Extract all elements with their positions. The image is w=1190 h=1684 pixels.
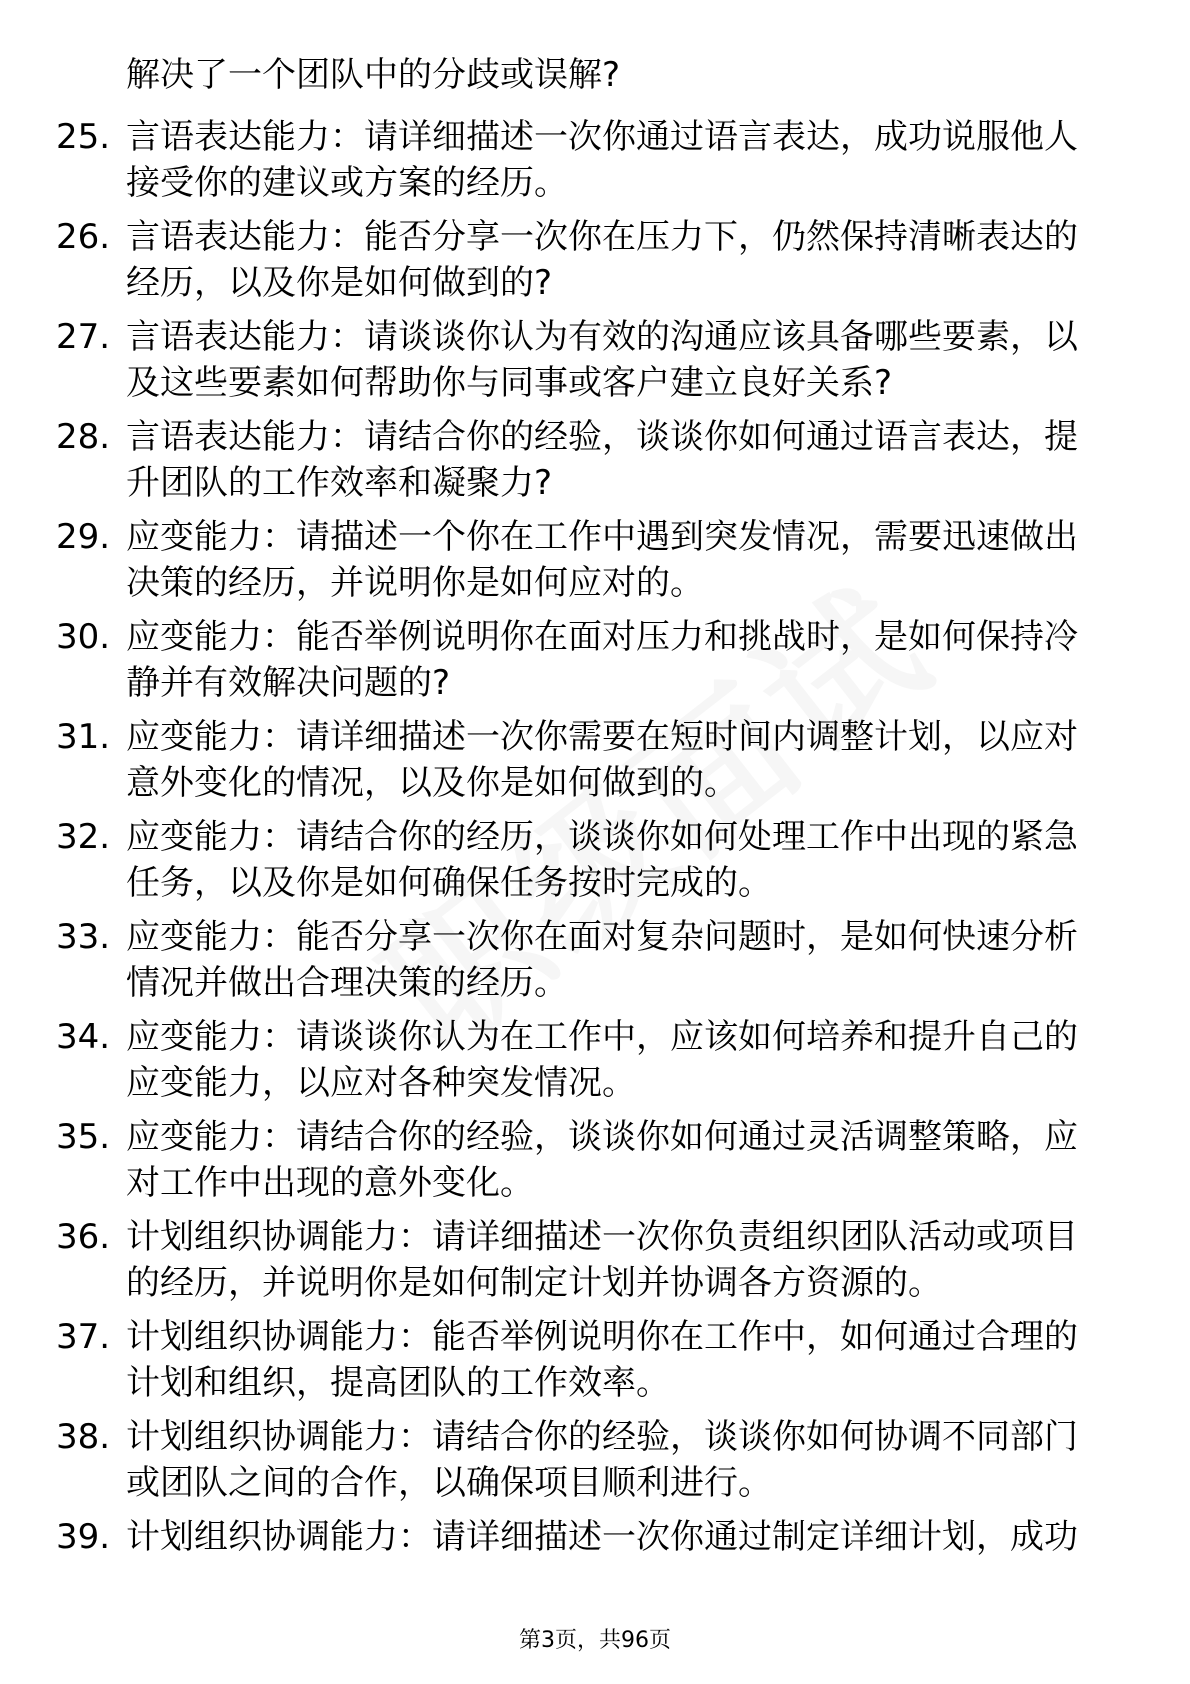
question-number: 38.	[56, 1417, 111, 1457]
question-text	[126, 114, 1126, 206]
question-number: 29.	[56, 517, 111, 557]
question-line: 言语表达能力：请谈谈你认为有效的沟通应该具备哪些要素，以	[126, 317, 1078, 357]
question-number: 27.	[56, 317, 111, 357]
question-text	[126, 1014, 1126, 1106]
question-line: 应变能力：请谈谈你认为在工作中，应该如何培养和提升自己的	[126, 1017, 1078, 1057]
question-item	[0, 614, 1190, 714]
question-line: 计划组织协调能力：能否举例说明你在工作中，如何通过合理的	[126, 1317, 1078, 1357]
question-text	[126, 1214, 1126, 1306]
question-number: 25.	[56, 117, 111, 157]
question-item	[0, 1414, 1190, 1514]
question-list	[0, 114, 1190, 1614]
question-number: 30.	[56, 617, 111, 657]
question-item	[0, 1014, 1190, 1114]
question-line: 言语表达能力：能否分享一次你在压力下，仍然保持清晰表达的	[126, 217, 1078, 257]
question-line: 计划组织协调能力：请详细描述一次你通过制定详细计划，成功	[126, 1517, 1078, 1557]
question-number: 32.	[56, 817, 111, 857]
question-item	[0, 1214, 1190, 1314]
question-line: 的经历，并说明你是如何制定计划并协调各方资源的。	[126, 1263, 942, 1303]
question-text	[126, 1314, 1126, 1406]
question-number: 26.	[56, 217, 111, 257]
question-text	[126, 914, 1126, 1006]
question-number: 39.	[56, 1517, 111, 1557]
question-line: 计划和组织，提高团队的工作效率。	[126, 1363, 670, 1403]
question-number: 31.	[56, 717, 111, 757]
question-number: 37.	[56, 1317, 111, 1357]
question-line: 意外变化的情况，以及你是如何做到的。	[126, 763, 738, 803]
question-line: 应变能力：请描述一个你在工作中遇到突发情况，需要迅速做出	[126, 517, 1078, 557]
question-number: 28.	[56, 417, 111, 457]
question-text	[126, 214, 1126, 306]
question-line: 应变能力：能否分享一次你在面对复杂问题时，是如何快速分析	[126, 917, 1078, 957]
question-text	[126, 1514, 1126, 1560]
question-line: 或团队之间的合作，以确保项目顺利进行。	[126, 1463, 772, 1503]
question-text	[126, 814, 1126, 906]
question-line: 应变能力，以应对各种突发情况。	[126, 1063, 636, 1103]
question-line: 经历，以及你是如何做到的?	[126, 263, 553, 303]
question-text	[126, 414, 1126, 506]
question-line: 应变能力：请结合你的经验，谈谈你如何通过灵活调整策略，应	[126, 1117, 1078, 1157]
question-item	[0, 814, 1190, 914]
question-text	[126, 314, 1126, 406]
question-line: 言语表达能力：请详细描述一次你通过语言表达，成功说服他人	[126, 117, 1078, 157]
question-number: 35.	[56, 1117, 111, 1157]
question-text	[126, 1114, 1126, 1206]
page-footer: 第3页，共96页	[519, 1628, 671, 1653]
question-item	[0, 114, 1190, 214]
question-line: 对工作中出现的意外变化。	[126, 1163, 534, 1203]
question-line: 及这些要素如何帮助你与同事或客户建立良好关系?	[126, 363, 893, 403]
question-line: 应变能力：请结合你的经历，谈谈你如何处理工作中出现的紧急	[126, 817, 1078, 857]
question-text	[126, 514, 1126, 606]
question-item	[0, 1314, 1190, 1414]
question-line: 应变能力：请详细描述一次你需要在短时间内调整计划，以应对	[126, 717, 1078, 757]
question-text	[126, 1414, 1126, 1506]
question-line: 静并有效解决问题的?	[126, 663, 451, 703]
question-text	[126, 614, 1126, 706]
question-number: 34.	[56, 1017, 111, 1057]
question-item	[0, 514, 1190, 614]
question-line: 计划组织协调能力：请结合你的经验，谈谈你如何协调不同部门	[126, 1417, 1078, 1457]
question-item	[0, 714, 1190, 814]
question-line: 情况并做出合理决策的经历。	[126, 963, 568, 1003]
question-item	[0, 314, 1190, 414]
continuation-line: 解决了一个团队中的分歧或误解?	[126, 55, 621, 95]
question-line: 接受你的建议或方案的经历。	[126, 163, 568, 203]
question-line: 言语表达能力：请结合你的经验，谈谈你如何通过语言表达，提	[126, 417, 1078, 457]
question-item	[0, 414, 1190, 514]
question-line: 升团队的工作效率和凝聚力?	[126, 463, 553, 503]
question-number: 36.	[56, 1217, 111, 1257]
question-number: 33.	[56, 917, 111, 957]
question-line: 任务，以及你是如何确保任务按时完成的。	[126, 863, 772, 903]
question-text	[126, 714, 1126, 806]
question-line: 应变能力：能否举例说明你在面对压力和挑战时，是如何保持冷	[126, 617, 1078, 657]
question-item	[0, 1114, 1190, 1214]
question-item	[0, 914, 1190, 1014]
question-item	[0, 214, 1190, 314]
question-item	[0, 1514, 1190, 1614]
question-line: 决策的经历，并说明你是如何应对的。	[126, 563, 704, 603]
question-line: 计划组织协调能力：请详细描述一次你负责组织团队活动或项目	[126, 1217, 1078, 1257]
